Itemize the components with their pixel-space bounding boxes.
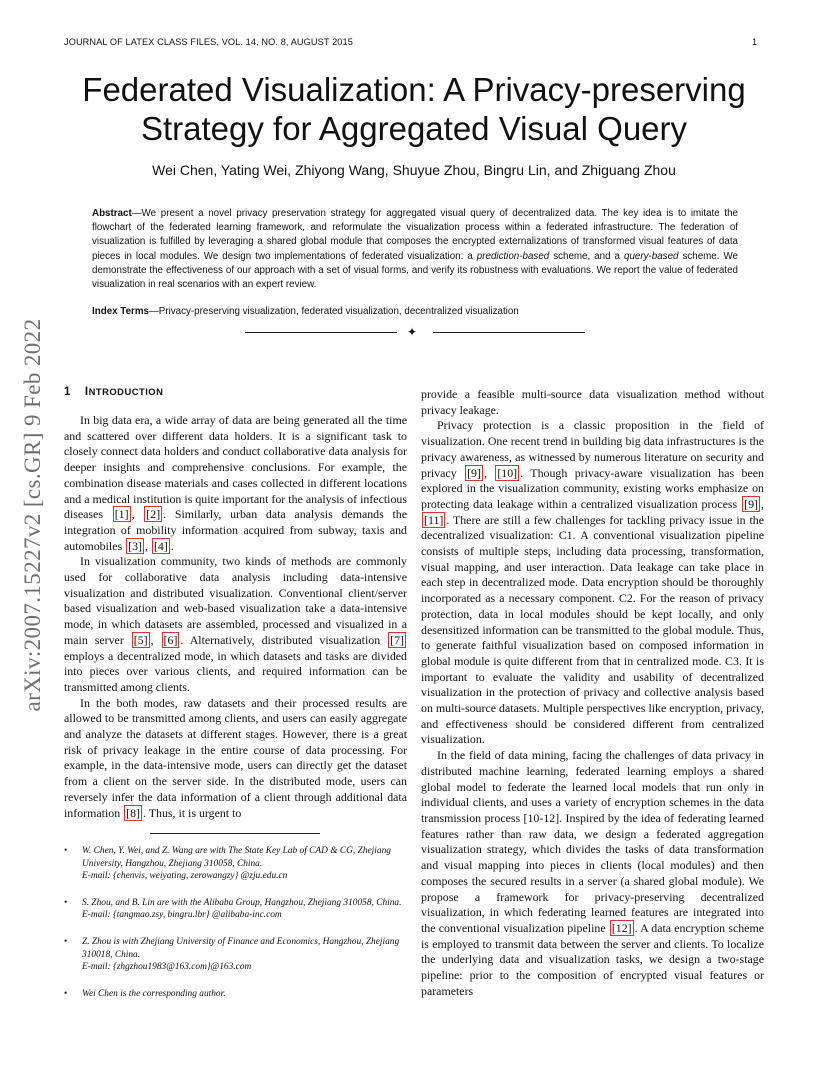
title-line-1: Federated Visualization: A Privacy-preserving xyxy=(82,71,746,108)
text-run: . Similarly, urban data analysis demands the integration of mobility information acquired from subway, taxis and automobiles xyxy=(64,507,408,553)
arxiv-side-stamp: arXiv:2007.15227v2 [cs.GR] 9 Feb 2022 xyxy=(20,318,45,712)
abstract xyxy=(92,207,738,292)
paper-title xyxy=(64,70,764,148)
section-title-rest: NTRODUCTION xyxy=(88,386,164,397)
text-run: . Thus, it is urgent to xyxy=(143,805,242,820)
text-run: , xyxy=(483,465,495,480)
text-run: In big data era, a wide array of data are being generated all the time and scattered over different data holders. It is a significant task to closely connect data holders and conduct collaborative data analysis for deeper insights and comprehensive conclusions. For example, the combination disease materials and cases collected in different locations and a medical institution is quite important for the analysis of infectious diseases xyxy=(64,413,407,522)
text-run: . Though privacy-aware visualization has been explored in the visualization community, existing works emphasize on protecting data leakage within a centralized visualization process xyxy=(421,465,764,511)
abstract-em-1: prediction-based xyxy=(476,250,550,262)
separator-line-right xyxy=(433,332,585,333)
footnote-item xyxy=(64,897,407,922)
citation-link[interactable]: [10] xyxy=(497,465,518,480)
separator-diamond-icon: ✦ xyxy=(407,325,418,339)
text-run: . There are still a few challenges for tackling privacy issue in the decentralized visualization: C1. A conventional visualization pipeline consists of multiple steps, including data processing, transformation, visual mapping, and user interaction. Data leakage can take place in each step in decentralized mode. Data encryption should be thoroughly incorporated as a necessary component. C2. For the reason of privacy protection, data in local modules should be kept locally, and only desensitized information can be transmitted to the global module. Thus, to generate faithful visualization based on composed information in global module is quite different from that in centralized mode. C3. It is important to evaluate the validity and usability of decentralized visualization in the protection of privacy and collective analysis based on multi-source datasets. Multiple perspectives like encryption, privacy, and effectiveness should be considered different from centralized visualization. xyxy=(421,512,764,747)
footnote-email: E-mail: {chenvis, weiyating, zerowangzy} @zju.edu.cn xyxy=(82,871,288,882)
page-number: 1 xyxy=(752,37,758,47)
footnote-affiliation: W. Chen, Y. Wei, and Z. Wang are with The State Key Lab of CAD & CG, Zhejiang University, Hangzhou, Zhejiang 310058, China. xyxy=(82,846,391,869)
separator-line-left xyxy=(245,332,397,333)
bullet-icon: • xyxy=(64,846,68,856)
section-first-letter: I xyxy=(84,386,89,398)
footnote-affiliation: Z. Zhou is with Zhejiang University of Finance and Economics, Hangzhou, Zhejiang 310018, China. xyxy=(82,936,400,960)
text-run: Privacy protection is a classic proposition in the field of visualization. One recent trend in building big data infrastructures is the privacy awareness, as witnessed by numerous literature on security and privacy xyxy=(421,418,764,480)
citation-link[interactable]: [5] xyxy=(133,632,148,647)
index-terms-text: —Privacy-preserving visualization, federated visualization, decentralized visualization xyxy=(149,306,519,317)
footnote-item xyxy=(64,845,407,883)
citation-link[interactable]: [9] xyxy=(467,465,481,480)
index-terms xyxy=(92,305,738,319)
footnote-item xyxy=(64,936,407,974)
left-column xyxy=(64,413,407,821)
abstract-text-1: —We present a novel privacy preservation strategy for aggregated visual query of decentralized data. The key idea is to imitate the flowchart of the federated learning framework, and reformulate the visualization process within a federated infrastructure. The federation of visualization is fulfilled by leveraging a shared global module that composes the encrypted externalizations of transformed visual features of data pieces in local modules. We design two implementations of federated visualization: a xyxy=(92,208,738,262)
text-run: , xyxy=(131,507,144,522)
abstract-text-2: scheme, and a xyxy=(549,250,624,262)
footnote-corresponding-author: Wei Chen is the corresponding author. xyxy=(82,988,226,999)
citation-link[interactable]: [2] xyxy=(146,507,161,522)
abstract-label: Abstract xyxy=(92,208,132,219)
text-run: In visualization community, two kinds of methods are commonly used for collaborative data analysis including data-intensive visualization and distributed visualization. Conventional client/server based visualization and web-based visualization take a data-intensive mode, in which datasets are assembled, processed and visualized in a main server xyxy=(64,554,407,647)
bullet-icon: • xyxy=(64,988,68,999)
abstract-em-2: query-based xyxy=(624,250,679,262)
bullet-icon: • xyxy=(64,897,68,908)
footnote-email: E-mail: {zhgzhou1983@163.com}@163.com xyxy=(82,962,252,973)
text-run: , xyxy=(144,538,151,553)
footnote-affiliation: S. Zhou, and B. Lin are with the Alibaba Group, Hangzhou, Zhejiang 310058, China. xyxy=(82,897,402,908)
right-column xyxy=(421,387,764,999)
paragraph xyxy=(64,554,407,695)
citation-link[interactable]: [12] xyxy=(611,920,632,935)
citation-link[interactable]: [6] xyxy=(163,632,178,647)
paragraph xyxy=(421,748,764,999)
paragraph: provide a feasible multi-source data visualization method without privacy leakage. xyxy=(421,387,764,417)
footnote-email: E-mail: {tangmao.zsy, bingru.lbr} @alibaba-inc.com xyxy=(82,910,282,921)
citation-link[interactable]: [11] xyxy=(424,512,444,527)
text-run: . xyxy=(170,538,174,553)
bullet-icon: • xyxy=(64,936,68,947)
text-run: , xyxy=(150,632,161,647)
author-list: Wei Chen, Yating Wei, Zhiyong Wang, Shuyue Zhou, Bingru Lin, and Zhiguang Zhou xyxy=(152,162,676,178)
citation-link[interactable]: [7] xyxy=(390,632,404,647)
text-run: . A data encryption scheme is employed to transmit data between the server and clients. To localize the underlying data and visualization tasks, we design a two-stage pipeline: prior to the composition of encrypted visual features or parameters xyxy=(421,920,764,998)
footnote-item xyxy=(64,988,407,1001)
index-terms-label: Index Terms xyxy=(92,306,149,317)
text-run: In the both modes, raw datasets and their processed results are allowed to be transmitted among clients, and users can easily aggregate and analyze the datasets at different stages. However, there is a great risk of privacy leakage in the entire course of data processing. For example, in the data-intensive mode, users can directly get the dataset from a client on the server side. In the distributed mode, users can reversely infer the data information of a client through additional data information xyxy=(64,695,407,820)
citation-link[interactable]: [4] xyxy=(153,538,168,553)
section-separator xyxy=(245,324,585,340)
paragraph xyxy=(421,418,764,748)
footnotes xyxy=(64,845,407,1014)
citation-link[interactable]: [1] xyxy=(114,507,129,522)
text-run: In the field of data mining, facing the challenges of data privacy in distributed machine learning, federated learning employs a shared global model to federate the learned local models that run only in individual clients, and uses a variety of encryption schemes in the data transmission process [10-12]. Inspired by the idea of federating learned features rather than raw data, we design a federated aggregation visualization strategy, which divides the tasks of data transformation and visual mapping into pieces in clients (local modules) and then composes the secured results in a server (a shared global module). We propose a framework for privacy-preserving decentralized visualization, in which federating learned features are integrated into the conventional visualization pipeline xyxy=(421,748,764,935)
abstract-text-3: scheme. We demonstrate the effectiveness of our approach with a set of visual forms, and verify its robustness with evaluations. We report the value of federated visualization in real scenarios with an expert review. xyxy=(92,250,738,291)
running-header: JOURNAL OF LATEX CLASS FILES, VOL. 14, NO. 8, AUGUST 2015 xyxy=(64,37,353,47)
text-run: . Alternatively, distributed visualization xyxy=(180,632,388,647)
text-run: employs a decentralized mode, in which datasets and tasks are divided into pieces over various clients, and required information can be transmitted among clients. xyxy=(64,648,407,694)
paragraph xyxy=(64,696,407,822)
title-line-2: Strategy for Aggregated Visual Query xyxy=(140,110,688,147)
citation-link[interactable]: [8] xyxy=(126,805,140,820)
footnote-rule xyxy=(150,833,320,834)
section-number: 1 xyxy=(64,386,71,398)
text-run: , xyxy=(761,496,764,511)
paragraph xyxy=(64,413,407,554)
section-heading-introduction xyxy=(64,386,163,398)
citation-link[interactable]: [3] xyxy=(128,538,142,553)
citation-link[interactable]: [9] xyxy=(744,496,759,511)
